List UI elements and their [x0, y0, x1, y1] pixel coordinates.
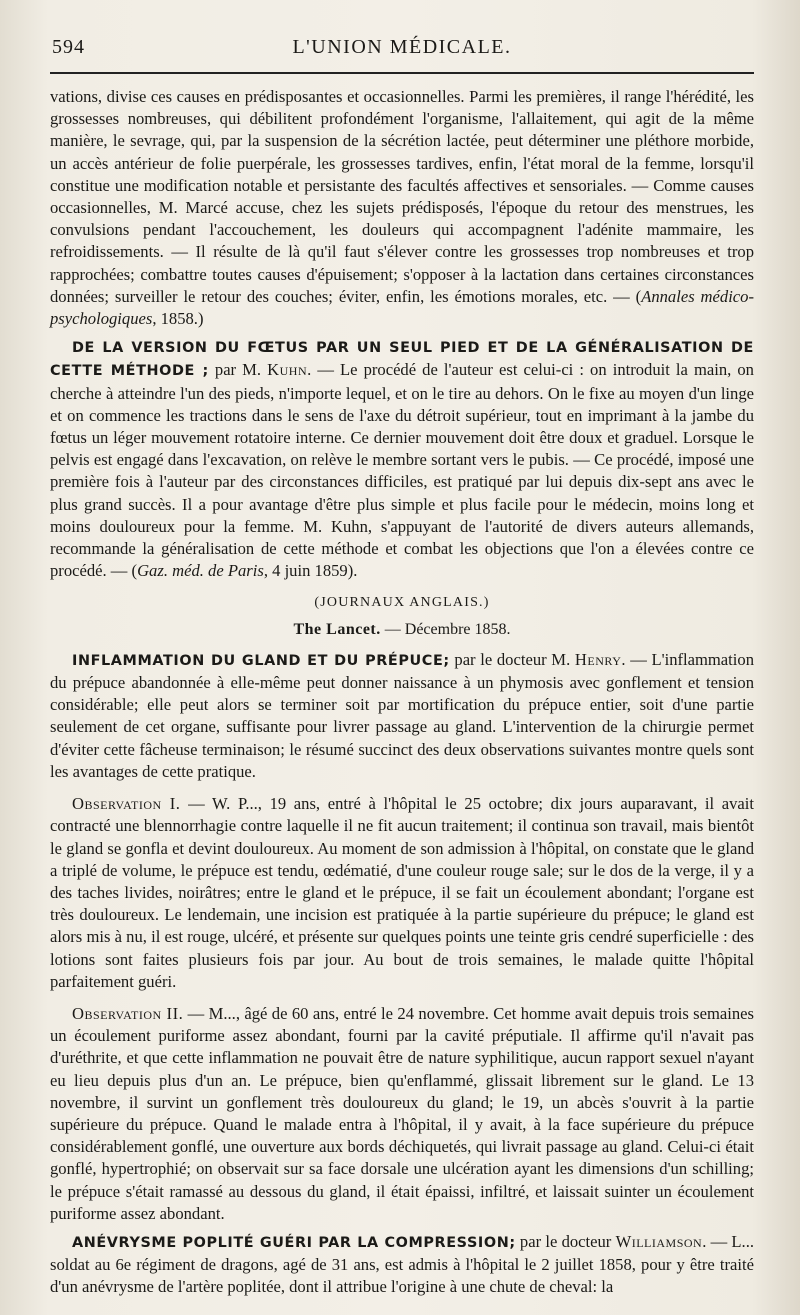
- author-prefix: par M.: [208, 360, 268, 380]
- citation-tail: , 4 juin 1859).: [263, 561, 358, 581]
- citation: Annales médico-psychologiques: [50, 286, 754, 329]
- article-heading: INFLAMMATION DU GLAND ET DU PRÉPUCE;: [72, 652, 450, 669]
- running-title: L'UNION MÉDICALE.: [292, 36, 512, 58]
- paragraph-anevrysme: [50, 1231, 754, 1299]
- paragraph-text: vations, divise ces causes en prédisposantes et occasionnelles. Parmi les premières, il range l'hérédité, les grossesses nombreuses, qui débilitent profondément l'organisme, l'allaitement, qui agit de la même manière, le sevrage, qui, par la suspension de la sécrétion lactée, peut déterminer une pléthore morbide, un accès antérieur de folie puerpérale, les grossesses tardives, enfin, l'état moral de la femme, lorsqu'il constitue une modification notable et persistante des facultés affectives et sensoriales. — Comme causes occasionnelles, M. Marcé accuse, chez les sujets prédisposés, l'époque du retour des menstrues, les convulsions pendant l'accouchement, les douleurs qui accompagnent l'adénite mammaire, les refroidissements. — Il résulte de là qu'il faut s'élever contre les grossesses trop nombreuses et trop rapprochées; combattre toutes causes d'épuisement; s'opposer à la lactation dans certaines circonstances données; surveiller le retour des couches; éviter, enfin, les émotions morales, etc. — (: [50, 87, 754, 306]
- author-name: Kuhn: [267, 360, 308, 380]
- journal-name: The Lancet.: [293, 620, 381, 638]
- author-prefix: par le docteur M.: [449, 649, 575, 669]
- author-name: Henry: [574, 649, 622, 669]
- body-text: [50, 86, 754, 1299]
- paragraph-inflammation: [50, 649, 754, 783]
- journal-date: — Décembre 1858.: [380, 620, 511, 638]
- article-heading: DE LA VERSION DU FŒTUS PAR UN SEUL PIED ET DE LA GÉNÉRALISATION DE CETTE MÉTHODE ;: [50, 340, 754, 380]
- observation-text: — M..., âgé de 60 ans, entré le 24 novembre. Cet homme avait depuis trois semaines un écoulement puriforme assez abondant, fourni par la cavité préputiale. Il affirme qu'il n'avait pas d'uréthrite, et que cette inflammation ne pouvait être de nature syphilitique, aucun rapport sexuel n'ayant eu lieu depuis plus d'un an. Le prépuce, bien qu'enflammé, glissait librement sur le gland. Le 13 novembre, il survint un gonflement très douloureux du gland; le 19, un abcès s'ouvrit à la partie supérieure du prépuce. Quand le malade entra à l'hôpital, il y avait, à la face supérieure du prépuce considérablement gonflé, une ouverture aux bords déchiquetés, qui livrait passage au gland. Celui-ci était gonflé, hypertrophié; on observait sur sa face dorsale une ulcération ayant les dimensions d'un schilling; le prépuce s'était ramassé au dessous du gland, il était épaissi, infiltré, et laissait suinter un écoulement puriforme assez abondant.: [50, 1003, 754, 1223]
- running-head: [50, 32, 754, 66]
- journal-line: [50, 619, 754, 641]
- citation-tail: , 1858.): [152, 309, 204, 329]
- author-prefix: par le docteur: [515, 1231, 616, 1251]
- paragraph-version-foetus: [50, 336, 754, 582]
- paragraph-text: . — L'inflammation du prépuce abandonnée à elle-même peut donner naissance à un phymosis avec gonflement et tension considérable; elle peut alors se terminer soit par mortification du prépuce entier, soit d'une partie seulement de cet organe, suffisante pour livrer passage au gland. L'intervention de la chirurgie permet d'éviter cette fâcheuse terminaison; le résumé succinct des deux observations suivantes montre quels sont les avantages de cette pratique.: [50, 649, 754, 781]
- page-number: 594: [52, 36, 85, 58]
- paragraph-causes: [50, 86, 754, 330]
- author-name: Williamson: [615, 1231, 703, 1251]
- section-label: (JOURNAUX ANGLAIS.): [314, 595, 490, 611]
- citation: Gaz. méd. de Paris: [137, 561, 264, 581]
- observation-label: Observation II.: [72, 1003, 184, 1023]
- paragraph-text: . — L... soldat au 6e régiment de dragons, agé de 31 ans, est admis à l'hôpital le 2 juillet 1858, pour y être traité d'un anévrysme de l'artère poplitée, dont il attribue l'origine à une chute de cheval: la: [50, 1231, 755, 1297]
- article-heading: ANÉVRYSME POPLITÉ GUÉRI PAR LA COMPRESSION;: [72, 1234, 516, 1251]
- observation-text: — W. P..., 19 ans, entré à l'hôpital le 25 octobre; dix jours auparavant, il avait contracté une blennorrhagie contre laquelle il ne fit aucun traitement; il continua son travail, mais bientôt le gland se gonfla et devint douloureux. Au moment de son admission à l'hôpital, on constate que le gland a triplé de volume, le prépuce est tendu, œdématié, d'une couleur rouge sale; sur le dos de la verge, il y a des taches livides, noirâtres; entre le gland et le prépuce, il se fait un écoulement abondant; l'organe est très douloureux. Le lendemain, une incision est pratiquée à la partie supérieure du prépuce; le gland est alors mis à nu, il est rouge, ulcéré, et présente sur quelques points une teinte gris cendré superficielle : des lotions sont faites plusieurs fois par jour. Au bout de trois semaines, le malade quitte l'hôpital parfaitement guéri.: [50, 794, 754, 991]
- observation-1: [50, 793, 754, 993]
- header-rule: [50, 72, 754, 74]
- observation-label: Observation I.: [72, 794, 181, 814]
- paragraph-text: . — Le procédé de l'auteur est celui-ci : on introduit la main, on cherche à atteindre l'un des pieds, n'importe lequel, et on le tire au dehors. On le fixe au moyen d'un linge et on commence les tractions dans le sens de l'axe du détroit supérieur, tout en imprimant à la jambe du fœtus un léger mouvement rotatoire interne. Ce dernier mouvement doit être doux et graduel. Lorsque le pelvis est engagé dans l'excavation, on relève le membre sortant vers le pubis. — Ce procédé, imposé une première fois à l'auteur par des circonstances difficiles, est pratiqué par lui depuis dix-sept ans avec le plus grand succès. Il a pour avantage d'être plus simple et plus facile pour le médecin, moins long et moins douloureux pour la femme. M. Kuhn, s'appuyant de l'autorité de divers auteurs allemands, recommande la généralisation de cette méthode et combat les objections que l'on a élevées contre ce procédé. — (: [50, 360, 754, 581]
- observation-2: [50, 1003, 754, 1225]
